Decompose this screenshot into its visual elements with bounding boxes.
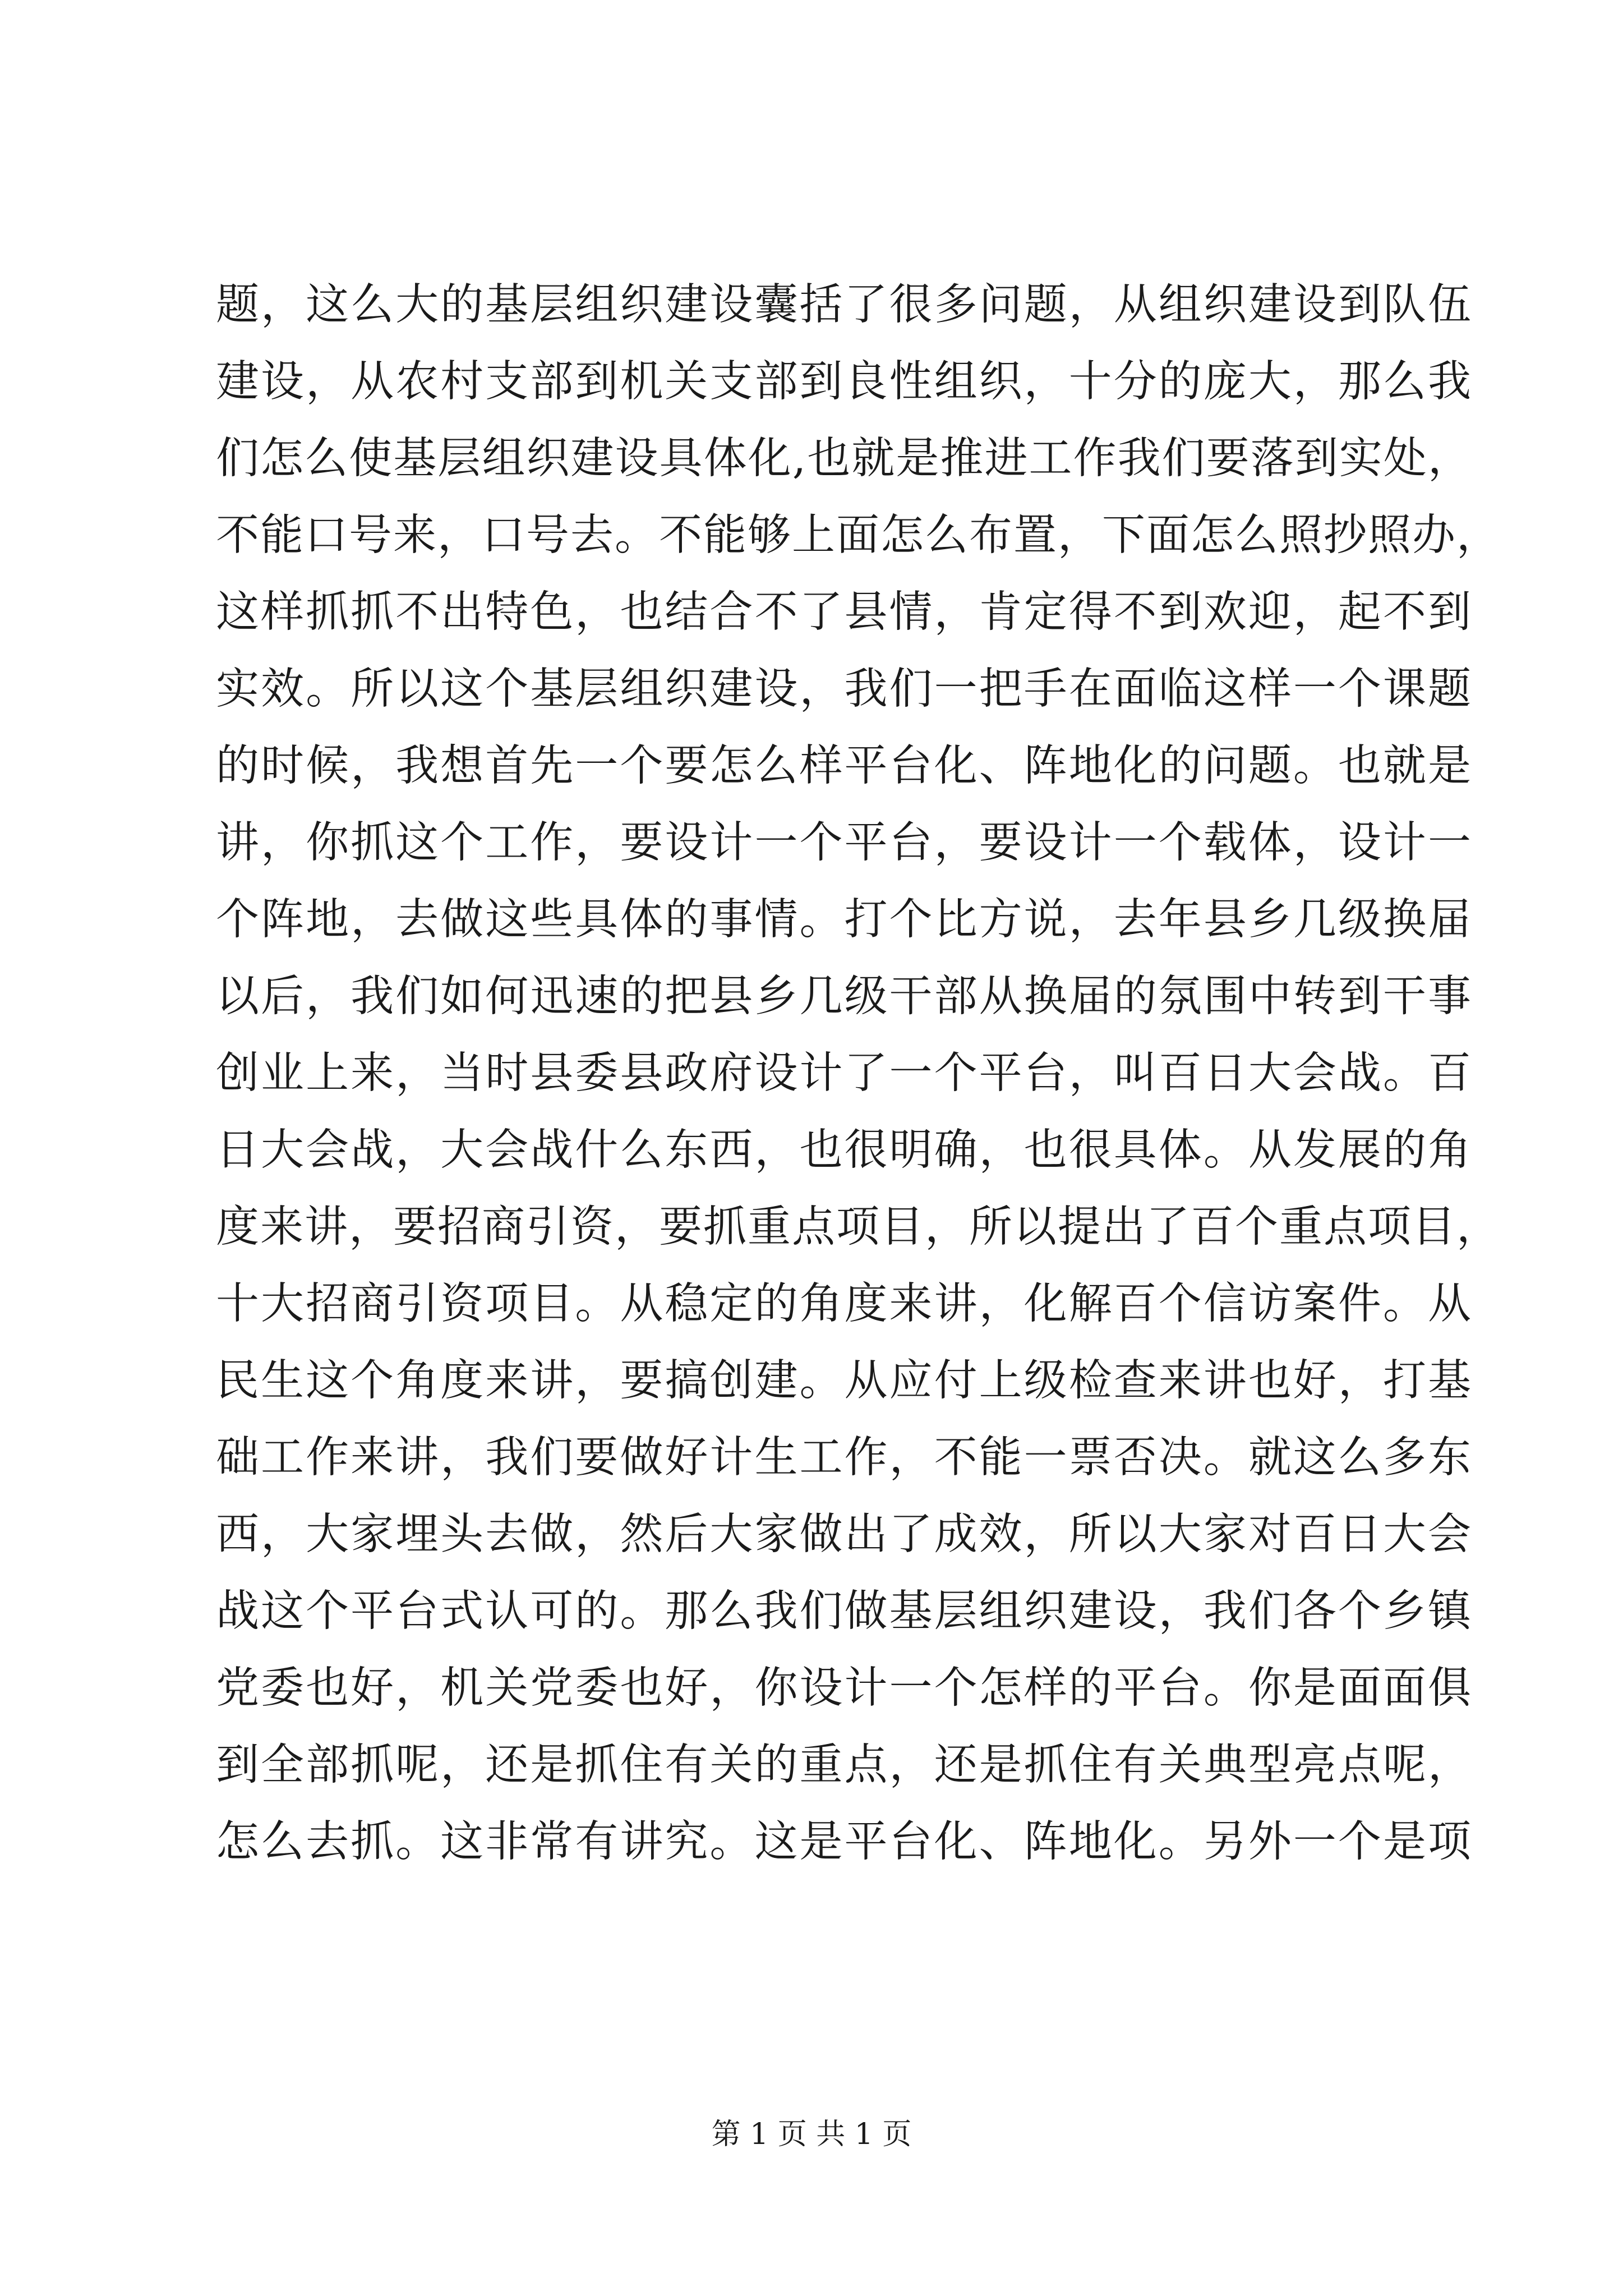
text-line: 党委也好，机关党委也好，你设计一个怎样的平台。你是面面俱 <box>216 1663 1472 1713</box>
body-text <box>216 266 1501 1880</box>
text-line: 础工作来讲，我们要做好计生工作，不能一票否决。就这么多东 <box>216 1433 1472 1483</box>
text-line: 题，这么大的基层组织建设囊括了很多问题，从组织建设到队伍 <box>216 280 1472 330</box>
text-line: 讲，你抓这个工作，要设计一个平台，要设计一个载体，设计一 <box>216 818 1472 868</box>
text-line: 不能口号来，口号去。不能够上面怎么布置，下面怎么照抄照办， <box>216 510 1501 560</box>
text-line: 建设，从农村支部到机关支部到良性组织，十分的庞大，那么我 <box>216 357 1472 407</box>
text-line: 度来讲，要招商引资，要抓重点项目，所以提出了百个重点项目， <box>216 1202 1501 1252</box>
text-line: 个阵地，去做这些具体的事情。打个比方说，去年县乡几级换届 <box>216 895 1472 945</box>
text-line: 十大招商引资项目。从稳定的角度来讲，化解百个信访案件。从 <box>216 1279 1472 1329</box>
text-line: 西，大家埋头去做，然后大家做出了成效，所以大家对百日大会 <box>216 1510 1472 1559</box>
page-footer: 第 1 页 共 1 页 <box>711 2118 912 2151</box>
text-line: 创业上来，当时县委县政府设计了一个平台，叫百日大会战。百 <box>216 1048 1472 1098</box>
text-line: 们怎么使基层组织建设具体化,也就是推进工作我们要落到实处， <box>216 434 1472 484</box>
text-line: 以后，我们如何迅速的把县乡几级干部从换届的氛围中转到干事 <box>216 972 1472 1022</box>
text-line: 实效。所以这个基层组织建设，我们一把手在面临这样一个课题 <box>216 664 1472 714</box>
text-line: 这样抓抓不出特色，也结合不了县情，肯定得不到欢迎，起不到 <box>216 587 1472 637</box>
text-line: 战这个平台式认可的。那么我们做基层组织建设，我们各个乡镇 <box>216 1586 1472 1636</box>
text-line: 民生这个角度来讲，要搞创建。从应付上级检查来讲也好，打基 <box>216 1356 1472 1406</box>
text-line: 怎么去抓。这非常有讲究。这是平台化、阵地化。另外一个是项 <box>216 1817 1472 1867</box>
text-line: 日大会战，大会战什么东西，也很明确，也很具体。从发展的角 <box>216 1125 1472 1175</box>
text-line: 到全部抓呢，还是抓住有关的重点，还是抓住有关典型亮点呢， <box>216 1740 1472 1790</box>
text-line: 的时候，我想首先一个要怎么样平台化、阵地化的问题。也就是 <box>216 741 1472 791</box>
